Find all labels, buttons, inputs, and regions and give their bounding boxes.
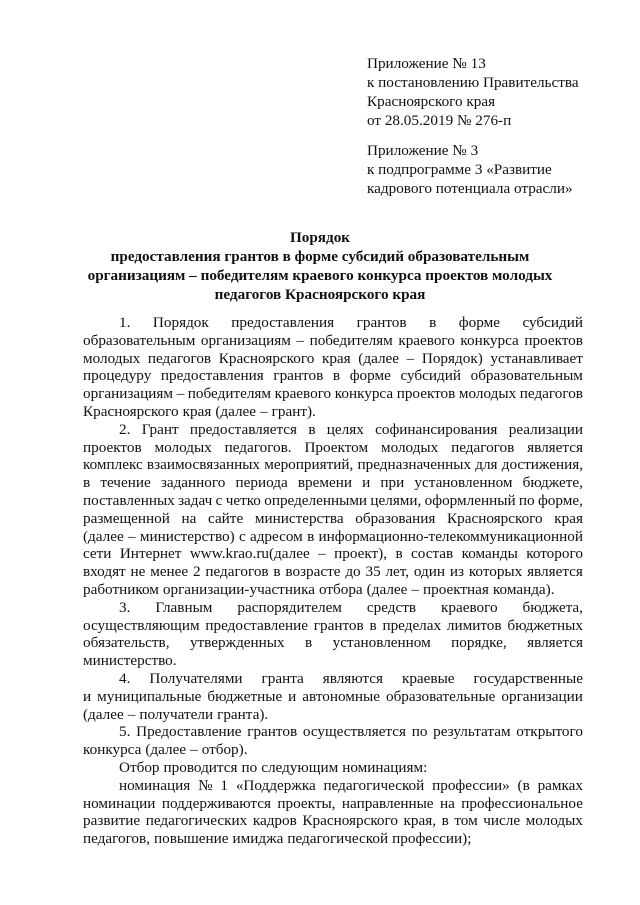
body-word: достижения, [501,456,583,474]
body-word: конкурса [334,385,394,403]
body-word: организациям [83,385,174,403]
body-word: педагогов [147,349,212,367]
body-word: направленные [341,794,434,812]
body-word: (далее [366,580,408,598]
body-word: гранта [261,669,304,687]
body-word: один [413,563,446,581]
body-word: поставленных [83,491,175,509]
body-word: предназначенных [357,456,472,474]
document-body [83,314,583,848]
body-line [83,367,583,385]
body-word: бюджетные [207,687,283,705]
body-word: по [241,758,258,776]
body-word: в [307,527,315,545]
body-word: государственные [473,669,583,687]
body-word: устанавливает [490,349,583,367]
body-word: в [395,545,403,563]
body-word: проектная [422,580,489,598]
body-word: в [441,812,449,830]
body-word: Красноярского [447,509,543,527]
body-word: проекты, [277,794,336,812]
body-word: – [176,385,185,403]
title-line: предоставления грантов в форме субсидий образовательным [110,248,530,265]
body-line [83,795,583,813]
body-word: педагогов. [224,438,292,456]
body-line [83,741,583,759]
body-word: процедуру [83,367,152,385]
body-word: Отбор [119,758,160,776]
body-word: (далее [215,402,257,420]
annex-line: Приложение № 13 [367,55,486,72]
body-word: с [238,527,246,545]
body-word: молодых [380,438,439,456]
body-word: № [198,776,213,794]
body-word: грант). [271,402,316,420]
body-word: грантов [273,367,324,385]
body-word: по [518,491,535,509]
body-word: (далее [145,741,187,759]
body-word: заданного [160,474,226,492]
body-word: том [454,812,478,830]
body-line [83,332,583,350]
body-word: в [429,314,437,331]
body-word: кадров [252,812,297,830]
body-word: проект), [334,545,388,563]
body-word: входят [83,563,126,581]
body-word: педагогов [205,563,269,581]
body-word: автономные [302,687,380,705]
body-word: – [128,527,136,545]
annex-line: от 28.05.2019 № 276-п [367,112,512,129]
body-word: молодых [154,438,212,456]
body-word: образования [355,509,436,527]
annex-3-header [367,141,617,198]
body-word: в [369,616,377,634]
body-word: 1 [220,776,228,794]
body-word: (далее [358,349,400,367]
body-word: проектов [524,331,583,349]
body-word: (далее [83,705,124,723]
body-word: адресом [249,527,303,545]
body-word: Получателями [149,669,243,687]
body-word: Порядок [152,314,209,331]
body-word: проводится [163,758,238,776]
body-word: 35 [365,563,381,581]
body-word: Красноярского [302,812,398,830]
body-word: периода [235,474,288,492]
body-word: организациям [200,331,291,349]
body-word: 1. [119,314,131,331]
body-word: педагогов [519,385,583,403]
body-word: информационно-телекоммуникационной [318,527,583,545]
body-word: задач [178,491,213,509]
body-line [83,439,583,457]
body-word: на [181,509,197,527]
body-line [83,706,583,724]
body-word: отбор). [201,741,248,759]
body-line [83,723,583,741]
body-word: министерство) [139,527,235,545]
body-word: педагогической [323,776,425,794]
body-word: отбора [318,580,363,598]
body-word: является [527,563,583,581]
body-word: 5. [119,723,131,741]
body-word: – [411,580,419,598]
body-word: профессии); [392,830,472,848]
body-word: которых [468,563,523,581]
body-line [83,812,583,830]
body-word: комплекс [83,456,143,474]
body-word: краевого [440,598,498,616]
body-word: из [449,563,464,581]
body-word: в [305,634,313,652]
body-word: до [345,563,361,581]
body-word: реализации [508,420,583,438]
body-word: распорядителем [237,598,342,616]
body-word: Проектом [304,438,369,456]
body-word: педагогов [451,438,515,456]
body-line [83,492,583,510]
body-line [83,421,583,439]
body-word: команда). [492,580,555,598]
body-word: по [411,723,428,741]
body-word: порядке, [451,634,507,652]
body-word: сети [83,545,112,563]
body-word: Интернет [119,545,182,563]
body-word: состав [411,545,454,563]
body-word: победителям [187,385,271,403]
body-line [83,777,583,795]
document-title [60,228,580,304]
body-word: мероприятий, [264,456,354,474]
title-line: Порядок [289,229,351,246]
body-word: – [318,545,326,563]
body-word: 3. [119,598,131,616]
body-word: осуществляется [302,723,406,741]
body-word: организации-участника [162,580,315,598]
body-word: организации [501,687,583,705]
body-word: субсидий [522,314,583,331]
body-word: предоставляется [189,420,298,438]
body-word: средств [366,598,417,616]
body-word: Красноярского [218,349,315,367]
body-word: образовательным [470,367,583,385]
body-word: повышение [154,830,229,848]
body-word: результатам [433,723,511,741]
body-word: в [273,563,281,581]
body-word: бюджета, [522,598,583,616]
body-word: четко [225,491,261,509]
body-word: 2 [192,563,201,581]
body-word: грантов [247,723,298,741]
body-word: взаимосвязанных [146,456,261,474]
body-word: целями, [370,491,422,509]
body-line [83,456,583,474]
body-line [83,474,583,492]
body-word: установленном [414,474,513,492]
body-word: менее [150,563,189,581]
body-word: на [439,794,455,812]
body-word: развитие [83,812,141,830]
body-word: рамках [537,776,583,794]
body-word: форме, [537,491,583,509]
body-word: в [83,474,91,492]
body-word: для [475,456,498,474]
body-word: – [127,705,136,723]
body-word: бюджете, [522,474,583,492]
body-word: является [527,438,583,456]
body-word: министерство. [83,652,177,670]
body-line [83,759,583,777]
body-word: молодых [525,812,583,830]
body-word: краевого [398,331,455,349]
body-word: – [260,402,268,420]
body-word: числе [483,812,521,830]
body-word: Главным [155,598,213,616]
body-word: и [362,474,371,492]
body-word: министерства [254,509,344,527]
body-word: являются [322,669,383,687]
body-word: форме [458,314,500,331]
body-word: педагогической [287,830,389,848]
body-word: профессиональное [461,794,583,812]
body-line [83,403,583,421]
body-word: лет, [385,563,410,581]
body-word: проектов [396,385,456,403]
body-line [83,670,583,688]
annex-line: к подпрограмме 3 «Развитие [367,161,552,178]
body-word: определенными [264,491,368,509]
body-word: номинации [83,794,156,812]
body-word: края [321,349,351,367]
body-word: предоставления [231,314,335,331]
body-line [83,634,583,652]
body-word: обязательств, [83,634,170,652]
body-word: осуществляющим [83,616,200,634]
body-word: в [332,367,341,385]
body-word: Предоставление [136,723,242,741]
body-word: конкурса [460,331,519,349]
body-word: поддерживаются [161,794,271,812]
body-word: номинациям: [342,758,428,776]
annex-line: Красноярского края [367,93,496,110]
body-word: и [83,687,92,705]
body-word: номинация [119,776,191,794]
body-word: является [527,634,583,652]
body-word: бюджетных [507,616,583,634]
body-word: гранта). [217,705,269,723]
body-line [83,510,583,528]
body-word: «Поддержка [235,776,316,794]
body-word: 4. [119,669,131,687]
body-word: конкурса [83,741,142,759]
body-word: не [130,563,146,581]
body-line [83,314,583,332]
body-word: пределах [382,616,442,634]
title-line: педагогов Красноярского края [214,286,426,303]
body-word: в [308,420,316,438]
body-word: – [406,349,415,367]
body-word: с [215,491,223,509]
body-word: субсидий [400,367,461,385]
body-word: краевые [401,669,455,687]
body-word: (в [517,776,530,794]
body-word: Порядок) [421,349,483,367]
body-line [83,528,583,546]
body-word: следующим [261,758,339,776]
body-word: края [182,402,212,420]
body-word: команды [461,545,518,563]
body-line [83,599,583,617]
body-word: (далее [83,527,124,545]
body-word: получатели [139,705,214,723]
body-word: установленном [332,634,431,652]
body-line [83,385,583,403]
body-word: Грант [141,420,179,438]
body-line [83,581,583,599]
body-line [83,688,583,706]
body-word: предоставление [205,616,308,634]
annex-13-header [367,54,617,130]
body-word: 2. [119,420,131,438]
body-word: возрасте [285,563,341,581]
body-line [83,545,583,563]
body-line [83,830,583,848]
body-word: молодых [83,349,141,367]
body-word: муниципальные [97,687,202,705]
body-word: краевого [274,385,332,403]
body-word: грантов [356,314,407,331]
body-word: проектов [83,438,142,456]
body-word: которого [526,545,583,563]
body-word: края [554,509,583,527]
body-word: времени [297,474,352,492]
body-word: сайте [208,509,244,527]
body-word: образовательные [385,687,496,705]
body-word: грантов [313,616,364,634]
body-word: профессии» [432,776,510,794]
body-word: предоставления [160,367,264,385]
body-word: лимитов [446,616,502,634]
title-line: организациям – победителям краевого конкурса проектов молодых [87,267,553,284]
body-word: при [380,474,405,492]
body-word: имиджа [232,830,284,848]
body-word: – [190,741,198,759]
annex-line: кадрового потенциала отрасли» [367,180,573,197]
body-word: педагогов, [83,830,150,848]
annex-line: Приложение № 3 [367,142,479,159]
body-line [83,563,583,581]
body-word: края, [403,812,437,830]
body-line [83,350,583,368]
body-word: оформленный [424,491,516,509]
body-word: софинансирования [375,420,498,438]
body-word: течение [100,474,151,492]
body-line [83,617,583,635]
body-word: утвержденных [189,634,285,652]
body-word: молодых [458,385,517,403]
body-word: работником [83,580,159,598]
body-line [83,652,583,670]
body-word: размещенной [83,509,170,527]
body-word: www.krao.ru(далее [189,545,310,563]
body-word: и [288,687,297,705]
body-word: целях [326,420,364,438]
body-word: – [296,331,305,349]
body-word: форме [349,367,391,385]
body-word: педагогических [145,812,248,830]
body-word: открытого [516,723,583,741]
annex-line: к постановлению Правительства [367,74,579,91]
body-word: образовательным [83,331,196,349]
body-word: победителям [309,331,393,349]
body-word: Красноярского [83,402,179,420]
